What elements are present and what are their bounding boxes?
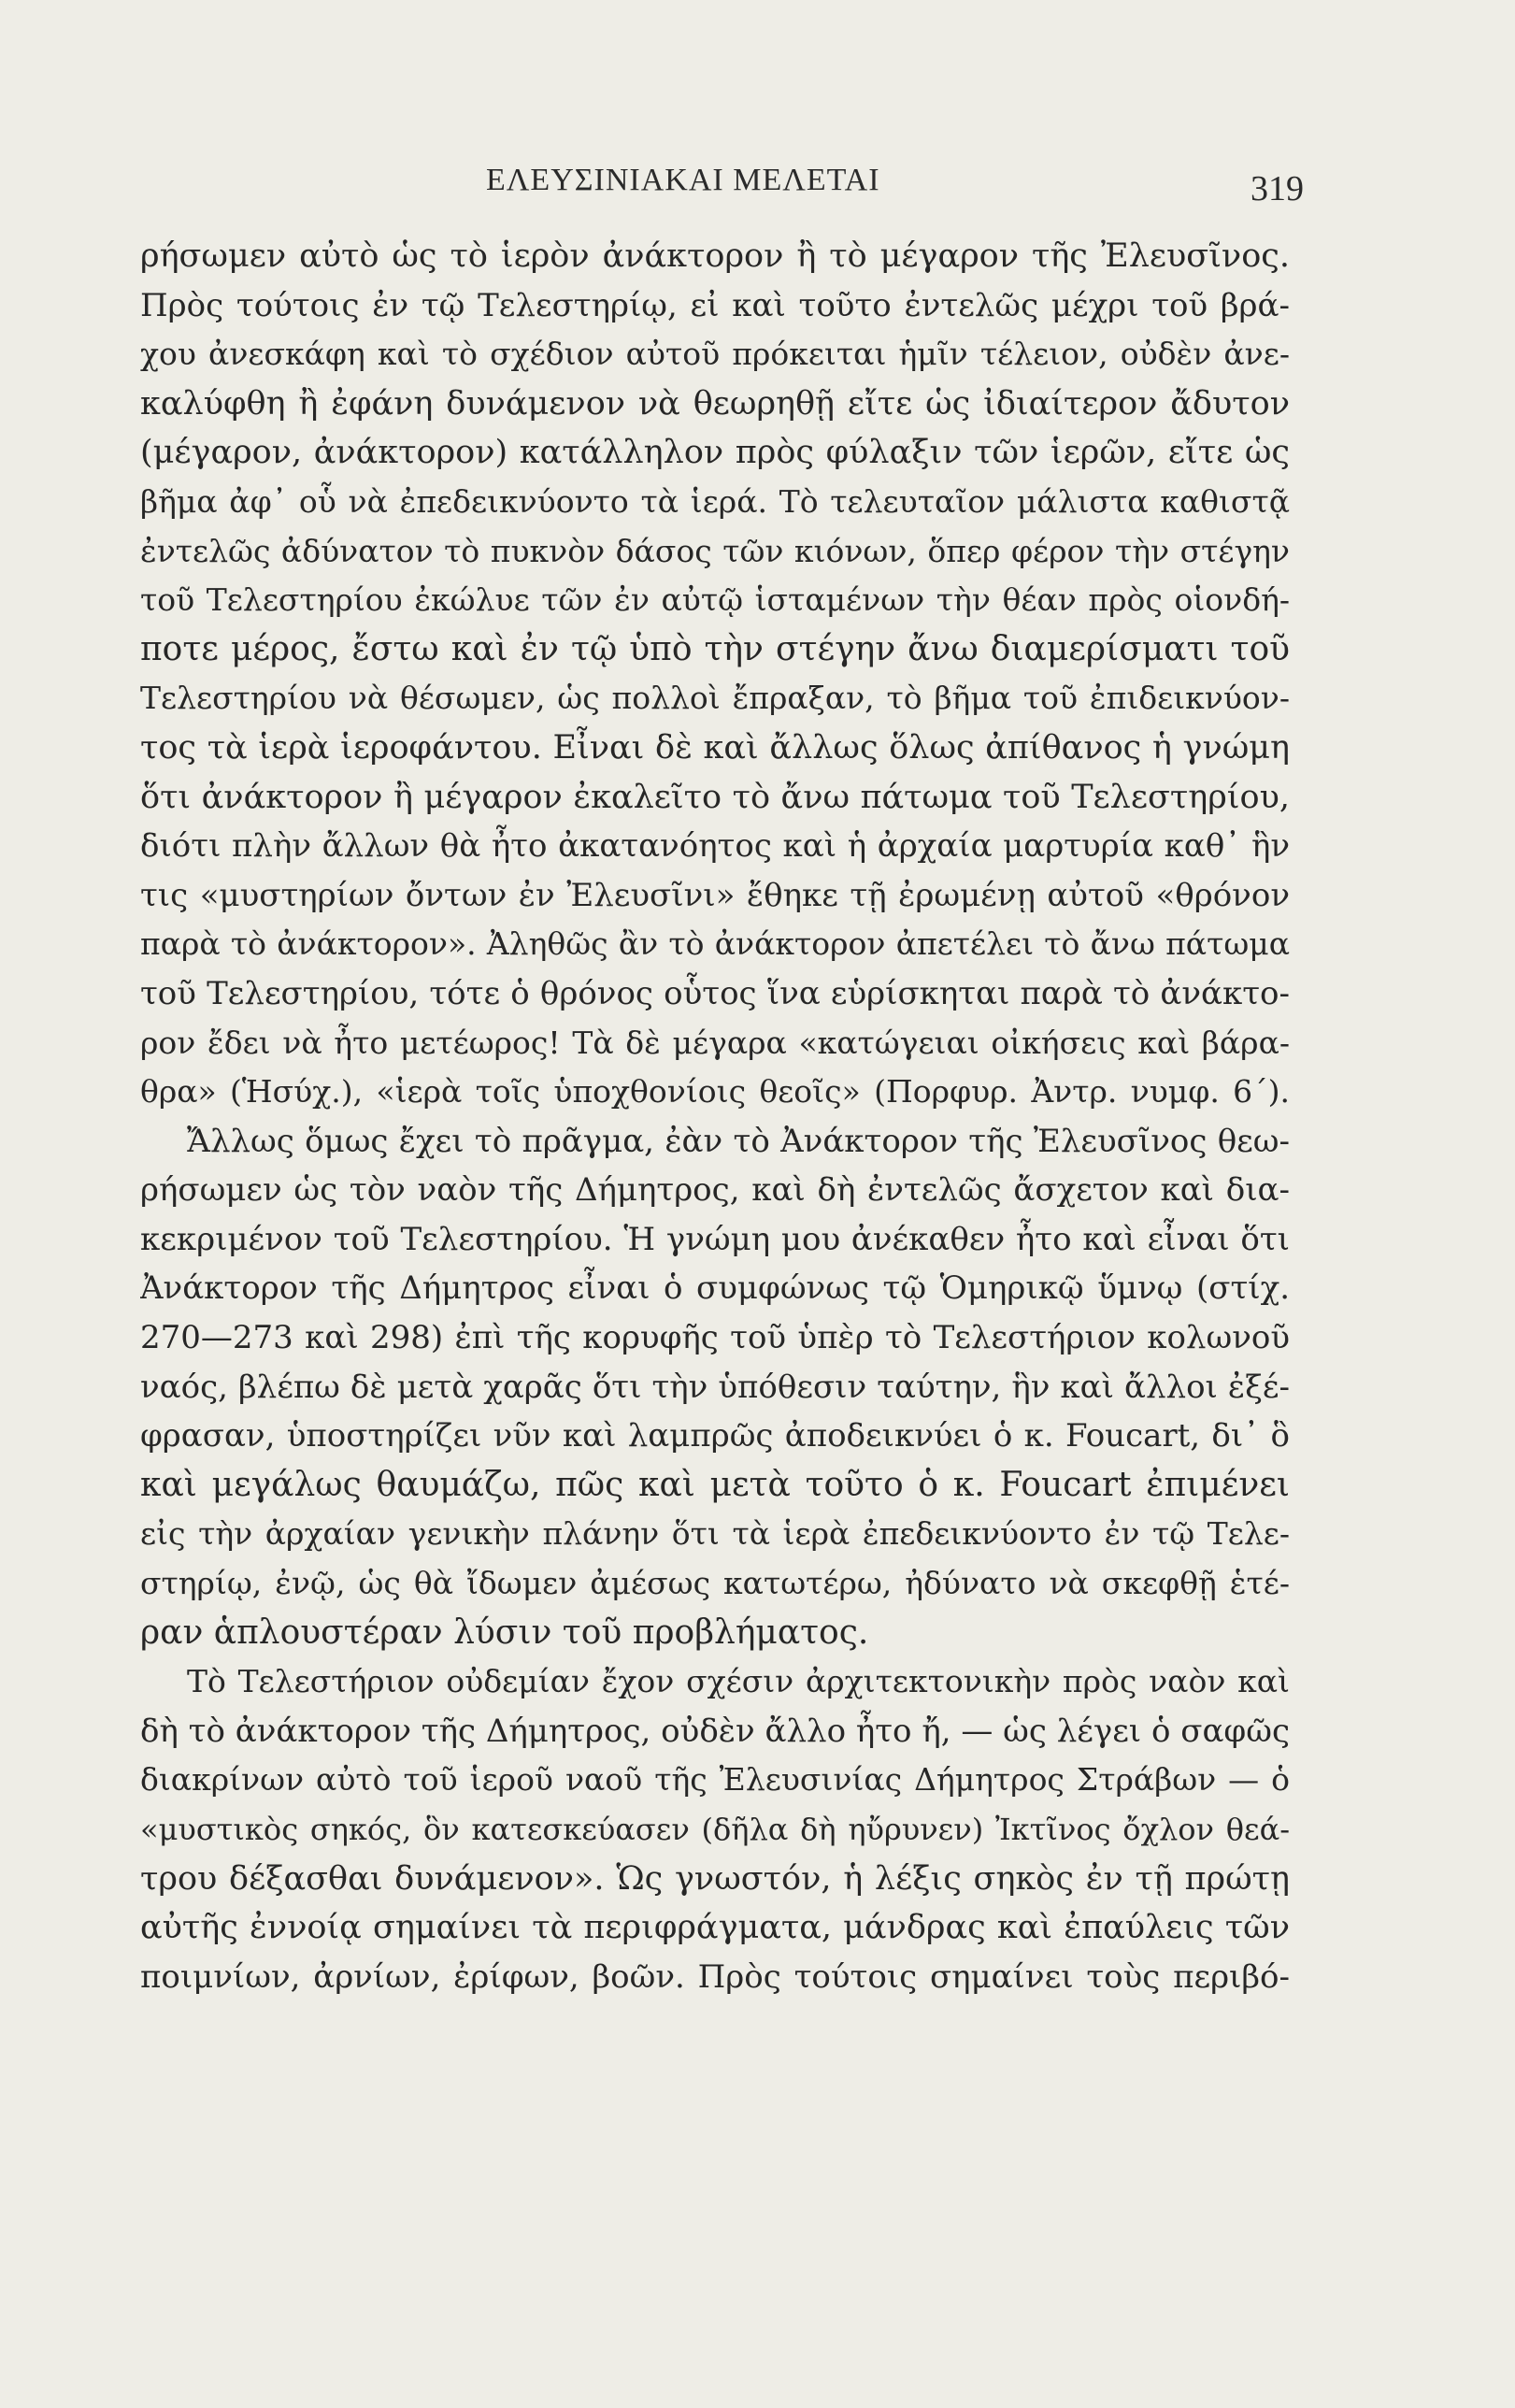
text-line: κεκριμένον τοῦ Τελεστηρίου. Ἡ γνώμη μου ἀνέκαθεν ἦτο καὶ εἶναι ὅτι: [140, 1220, 1290, 1258]
text-line: τις «μυστηρίων ὄντων ἐν Ἐλευσῖνι» ἔθηκε τῇ ἐρωμένῃ αὐτοῦ «θρόνον: [140, 876, 1290, 914]
body-text: [140, 232, 1290, 2001]
text-line: εἰς τὴν ἀρχαίαν γενικὴν πλάνην ὅτι τὰ ἱερὰ ἐπεδεικνύοντο ἐν τῷ Τελε-: [140, 1515, 1290, 1553]
text-line: ρον ἔδει νὰ ἦτο μετέωρος! Τὰ δὲ μέγαρα «κατώγειαι οἰκήσεις καὶ βάρα-: [140, 1024, 1290, 1061]
text-line: ὅτι ἀνάκτορον ἢ μέγαρον ἐκαλεῖτο τὸ ἄνω πάτωμα τοῦ Τελεστηρίου,: [140, 778, 1290, 816]
text-line: τος τὰ ἱερὰ ἱεροφάντου. Εἶναι δὲ καὶ ἄλλως ὅλως ἀπίθανος ἡ γνώμη: [140, 728, 1290, 767]
text-line: (μέγαρον, ἀνάκτορον) κατάλληλον πρὸς φύλαξιν τῶν ἱερῶν, εἴτε ὡς: [140, 434, 1290, 472]
page-number: 319: [1251, 169, 1304, 208]
text-line: τρου δέξασθαι δυνάμενον». Ὡς γνωστόν, ἡ λέξις σηκὸς ἐν τῇ πρώτῃ: [140, 1859, 1290, 1898]
text-line: διότι πλὴν ἄλλων θὰ ἦτο ἀκατανόητος καὶ ἡ ἀρχαία μαρτυρία καθ᾿ ἣν: [140, 827, 1290, 866]
text-line: φρασαν, ὑποστηρίζει νῦν καὶ λαμπρῶς ἀποδεικνύει ὁ κ. Foucart, δι᾿ ὃ: [140, 1417, 1290, 1455]
text-line: ἐντελῶς ἀδύνατον τὸ πυκνὸν δάσος τῶν κιόνων, ὅπερ φέρον τὴν στέγην: [140, 532, 1290, 569]
text-line: ναός, βλέπω δὲ μετὰ χαρᾶς ὅτι τὴν ὑπόθεσιν ταύτην, ἣν καὶ ἄλλοι ἐξέ-: [140, 1368, 1290, 1406]
text-line: ραν ἁπλουστέραν λύσιν τοῦ προβλήματος.: [140, 1612, 869, 1652]
text-line: Τὸ Τελεστήριον οὐδεμίαν ἔχον σχέσιν ἀρχιτεκτονικὴν πρὸς ναὸν καὶ: [187, 1663, 1290, 1700]
text-line: θρα» (Ἡσύχ.), «ἱερὰ τοῖς ὑποχθονίοις θεοῖς» (Πορφυρ. Ἀντρ. νυμφ. 6΄).: [140, 1073, 1290, 1111]
text-line: καλύφθη ἢ ἐφάνη δυνάμενον νὰ θεωρηθῇ εἴτε ὡς ἰδιαίτερον ἄδυτον: [140, 384, 1290, 423]
text-line: παρὰ τὸ ἀνάκτορον». Ἀληθῶς ἂν τὸ ἀνάκτορον ἀπετέλει τὸ ἄνω πάτωμα: [140, 925, 1290, 963]
text-line: Πρὸς τούτοις ἐν τῷ Τελεστηρίῳ, εἰ καὶ τοῦτο ἐντελῶς μέχρι τοῦ βρά-: [140, 286, 1290, 324]
text-line: ποτε μέρος, ἔστω καὶ ἐν τῷ ὑπὸ τὴν στέγην ἄνω διαμερίσματι τοῦ: [140, 629, 1290, 668]
page-header: [0, 157, 1515, 213]
text-line: 270—273 καὶ 298) ἐπὶ τῆς κορυφῆς τοῦ ὑπὲρ τὸ Τελεστήριον κολωνοῦ: [140, 1319, 1290, 1357]
text-line: Ἀνάκτορον τῆς Δήμητρος εἶναι ὁ συμφώνως τῷ Ὁμηρικῷ ὕμνῳ (στίχ.: [140, 1269, 1290, 1308]
text-line: καὶ μεγάλως θαυμάζω, πῶς καὶ μετὰ τοῦτο ὁ κ. Foucart ἐπιμένει: [140, 1465, 1290, 1504]
text-line: Τελεστηρίου νὰ θέσωμεν, ὡς πολλοὶ ἔπραξαν, τὸ βῆμα τοῦ ἐπιδεικνύον-: [140, 680, 1290, 717]
text-line: Ἄλλως ὅμως ἔχει τὸ πρᾶγμα, ἐὰν τὸ Ἀνάκτορον τῆς Ἐλευσῖνος θεω-: [187, 1122, 1290, 1160]
running-title: ΕΛΕΥΣΙΝΙΑΚΑΙ ΜΕΛΕΤΑΙ: [486, 163, 880, 197]
text-line: αὐτῆς ἐννοίᾳ σημαίνει τὰ περιφράγματα, μάνδρας καὶ ἐπαύλεις τῶν: [140, 1909, 1290, 1947]
text-line: ρήσωμεν ὡς τὸν ναὸν τῆς Δήμητρος, καὶ δὴ ἐντελῶς ἄσχετον καὶ δια-: [140, 1171, 1290, 1210]
text-line: ρήσωμεν αὐτὸ ὡς τὸ ἱερὸν ἀνάκτορον ἢ τὸ μέγαρον τῆς Ἐλευσῖνος.: [140, 237, 1290, 275]
text-line: τοῦ Τελεστηρίου, τότε ὁ θρόνος οὗτος ἵνα εὑρίσκηται παρὰ τὸ ἀνάκτο-: [140, 974, 1290, 1012]
text-line: τοῦ Τελεστηρίου ἐκώλυε τῶν ἐν αὐτῷ ἱσταμένων τὴν θέαν πρὸς οἱονδή-: [140, 581, 1290, 619]
text-line: χου ἀνεσκάφη καὶ τὸ σχέδιον αὐτοῦ πρόκειται ἡμῖν τέλειον, οὐδὲν ἀνε-: [140, 336, 1290, 373]
text-line: βῆμα ἀφ᾿ οὗ νὰ ἐπεδεικνύοντο τὰ ἱερά. Τὸ τελευταῖον μάλιστα καθιστᾷ: [140, 482, 1290, 520]
text-line: ποιμνίων, ἀρνίων, ἐρίφων, βοῶν. Πρὸς τούτοις σημαίνει τοὺς περιβό-: [140, 1957, 1290, 1996]
text-line: «μυστικὸς σηκός, ὃν κατεσκεύασεν (δῆλα δὴ ηὔρυνεν) Ἰκτῖνος ὄχλον θεά-: [140, 1812, 1290, 1847]
text-line: διακρίνων αὐτὸ τοῦ ἱεροῦ ναοῦ τῆς Ἐλευσινίας Δήμητρος Στράβων — ὁ: [140, 1761, 1290, 1799]
text-line: στηρίῳ, ἐνῷ, ὡς θὰ ἴδωμεν ἀμέσως κατωτέρω, ἠδύνατο νὰ σκεφθῇ ἑτέ-: [140, 1565, 1290, 1602]
text-line: δὴ τὸ ἀνάκτορον τῆς Δήμητρος, οὐδὲν ἄλλο ἦτο ἤ, — ὡς λέγει ὁ σαφῶς: [140, 1712, 1290, 1750]
